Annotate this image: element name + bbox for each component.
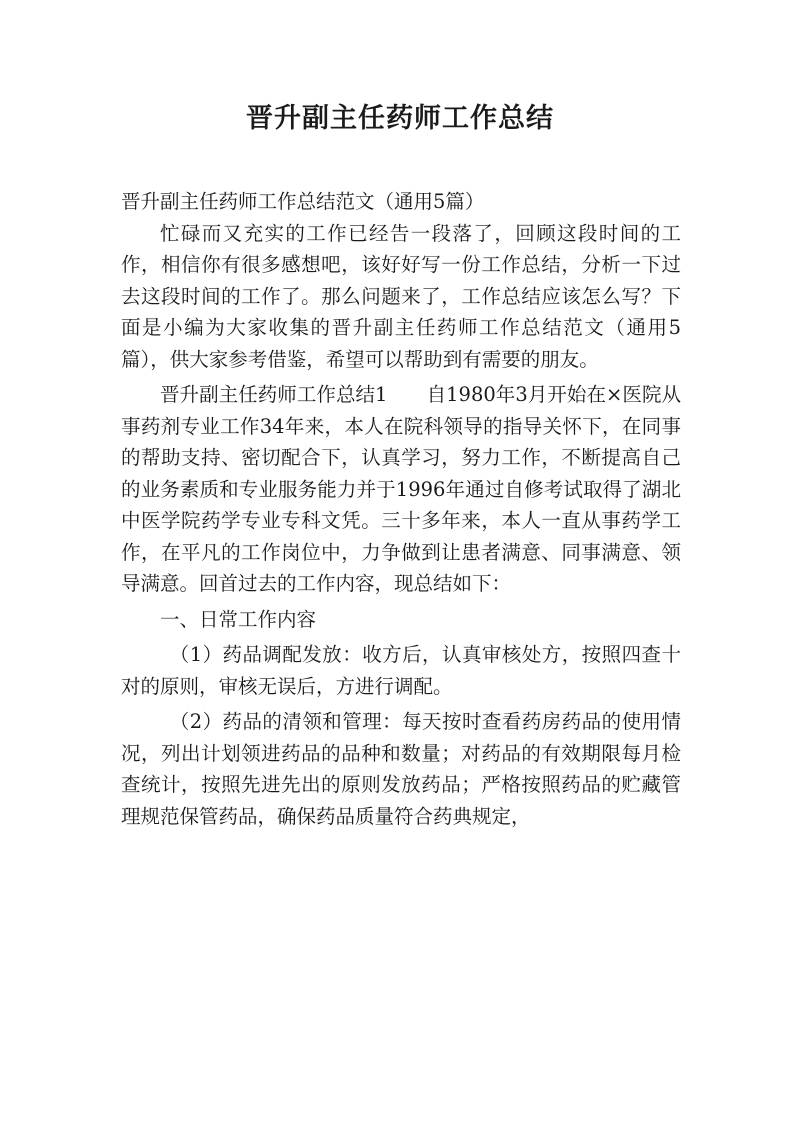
summary-paragraph: 晋升副主任药师工作总结1 自1980年3月开始在×医院从事药剂专业工作34年来，本人在院科领导的指导关怀下，在同事的帮助支持、密切配合下，认真学习，努力工作，不断提高自己的业务素质和专业服务能力并于1996年通过自修考试取得了湖北中医学院药学专业专科文凭。三十多年来，本人一直从事药学工作，在平凡的工作岗位中，力争做到让患者满意、同事满意、领导满意。回首过去的工作内容，现总结如下： [121, 383, 681, 595]
intro-paragraph: 忙碌而又充实的工作已经告一段落了，回顾这段时间的工作，相信你有很多感想吧，该好好写一份工作总结，分析一下过去这段时间的工作了。那么问题来了，工作总结应该怎么写？下面是小编为大家收集的晋升副主任药师工作总结范文（通用5篇），供大家参考借鉴，希望可以帮助到有需要的朋友。 [121, 221, 681, 371]
section-heading: 一、日常工作内容 [160, 607, 317, 631]
document-title: 晋升副主任药师工作总结 [246, 103, 554, 134]
item-paragraph-1: （1）药品调配发放：收方后，认真审核处方，按照四查十对的原则，审核无误后，方进行调配。 [121, 643, 681, 698]
subtitle-paragraph: 晋升副主任药师工作总结范文（通用5篇） [121, 190, 485, 213]
document-body [121, 186, 681, 832]
item-paragraph-2: （2）药品的清领和管理：每天按时查看药房药品的使用情况，列出计划领进药品的品种和数量；对药品的有效期限每月检查统计，按照先进先出的原则发放药品；严格按照药品的贮藏管理规范保管药品，确保药品质量符合药典规定， [121, 710, 681, 828]
